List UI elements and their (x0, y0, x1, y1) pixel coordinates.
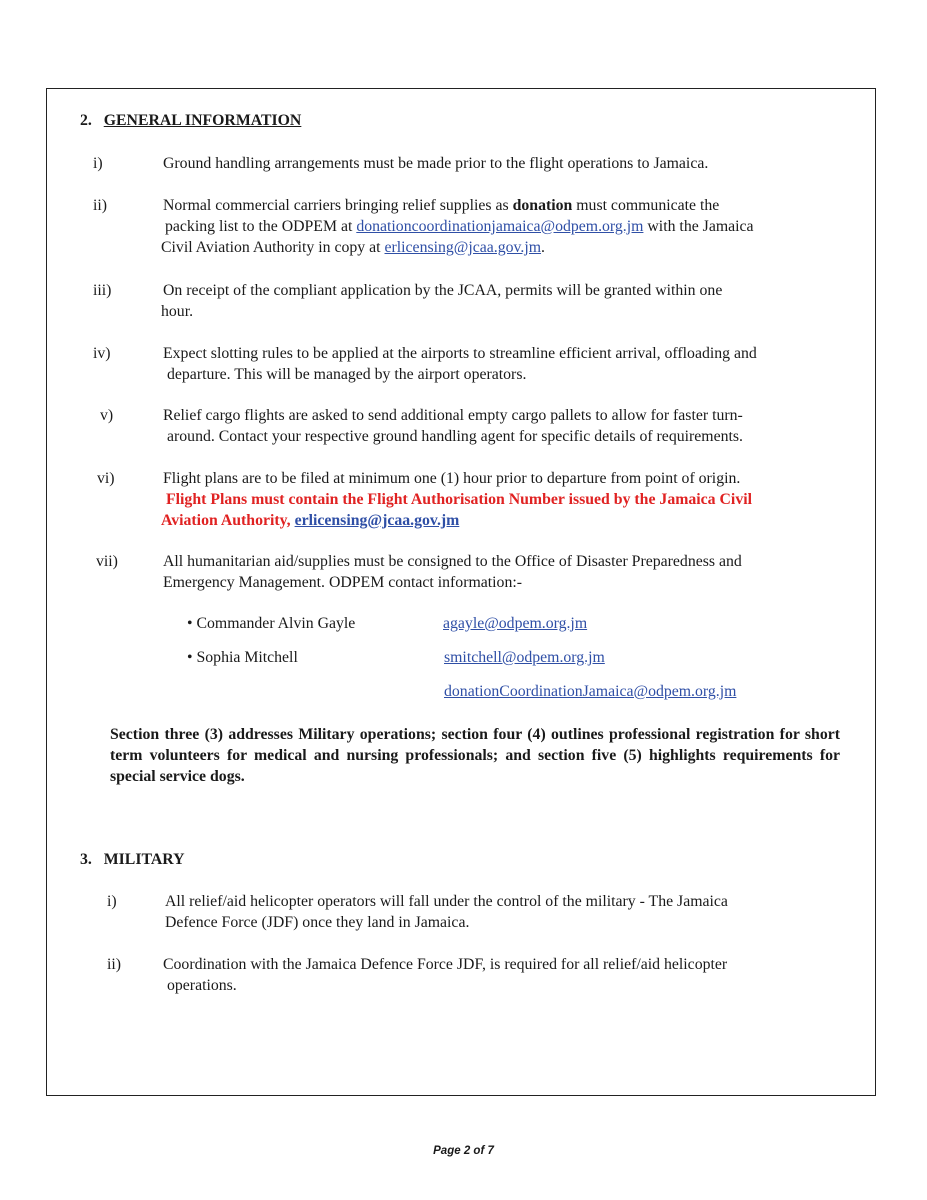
smitchell-email-link[interactable]: smitchell@odpem.org.jm (444, 649, 605, 666)
section-3-number: 3. (80, 851, 92, 868)
item-2-ii-numeral: ii) (93, 197, 108, 214)
bullet-icon: • (187, 615, 193, 632)
item-2-ii-line-1 (163, 195, 719, 216)
flight-plan-warning-line-1: Flight Plans must contain the Flight Authorisation Number issued by the Jamaica Civil (166, 491, 752, 508)
contact-sophia-mitchell (187, 647, 298, 668)
item-3-i-line-2: Defence Force (JDF) once they land in Jamaica. (165, 914, 470, 931)
item-2-ii-text-e: Civil Aviation Authority in copy at (161, 239, 381, 256)
page-number: Page 2 of 7 (433, 1145, 494, 1157)
item-2-v-line-1: Relief cargo flights are asked to send additional empty cargo pallets to allow for faster turn- (163, 407, 743, 424)
item-2-i-text: Ground handling arrangements must be made prior to the flight operations to Jamaica. (163, 155, 709, 172)
flight-plan-warning-line-2 (161, 510, 459, 531)
contact-name: Sophia Mitchell (196, 649, 298, 666)
item-3-ii-line-1: Coordination with the Jamaica Defence Force JDF, is required for all relief/aid helicopter (163, 956, 728, 973)
section-2-heading (80, 110, 301, 131)
item-2-vi-numeral: vi) (97, 470, 115, 487)
item-2-v-numeral: v) (100, 407, 114, 424)
item-3-i-line-1: All relief/aid helicopter operators will fall under the control of the military - The Jamaica (165, 893, 728, 910)
item-2-ii-line-3 (161, 237, 545, 258)
item-2-iv-line-1: Expect slotting rules to be applied at the airports to streamline efficient arrival, offloading and (163, 345, 757, 362)
item-2-i-numeral: i) (93, 155, 103, 172)
item-2-ii-text-a: Normal commercial carriers bringing relief supplies as (163, 197, 509, 214)
agayle-email-link[interactable]: agayle@odpem.org.jm (443, 615, 588, 632)
item-2-iv-line-2: departure. This will be managed by the airport operators. (167, 366, 527, 383)
flight-plan-warning-comma: , (286, 512, 291, 529)
item-2-vii-numeral: vii) (96, 553, 118, 570)
item-3-ii-numeral: ii) (107, 956, 122, 973)
section-2-number: 2. (80, 112, 92, 129)
item-2-iii-line-2: hour. (161, 303, 194, 320)
erlicensing-email-link-bold[interactable]: erlicensing@jcaa.gov.jm (294, 512, 460, 529)
item-2-v-line-2: around. Contact your respective ground handling agent for specific details of requirements. (167, 428, 743, 445)
sections-summary-paragraph: Section three (3) addresses Military operations; section four (4) outlines professional registration for short term volunteers for medical and nursing professionals; and section five (5) highlights requirements for special service dogs. (110, 726, 840, 785)
section-2-title: GENERAL INFORMATION (103, 112, 302, 129)
item-2-vi-line-1: Flight plans are to be filed at minimum one (1) hour prior to departure from point of origin. (163, 470, 741, 487)
section-3-title: MILITARY (103, 851, 185, 868)
contact-alvin-gayle (187, 613, 355, 634)
item-2-ii-line-2 (165, 216, 754, 237)
item-3-i-numeral: i) (107, 893, 117, 910)
erlicensing-email-link[interactable]: erlicensing@jcaa.gov.jm (384, 239, 542, 256)
item-2-iv-numeral: iv) (93, 345, 111, 362)
item-2-ii-text-b: must communicate the (576, 197, 720, 214)
item-2-ii-period: . (541, 239, 545, 256)
item-2-ii-text-d: with the Jamaica (647, 218, 754, 235)
flight-plan-warning-authority: Aviation Authority (161, 512, 287, 529)
section-3-heading (80, 849, 185, 870)
item-2-iii-numeral: iii) (93, 282, 112, 299)
item-3-ii-line-2: operations. (167, 977, 237, 994)
item-2-vii-line-1: All humanitarian aid/supplies must be consigned to the Office of Disaster Preparedness and (163, 553, 742, 570)
donation-coordination-email-link[interactable]: donationCoordinationJamaica@odpem.org.jm (444, 683, 737, 700)
item-2-ii-text-c: packing list to the ODPEM at (165, 218, 353, 235)
bullet-icon: • (187, 649, 193, 666)
donation-email-link[interactable]: donationcoordinationjamaica@odpem.org.jm (356, 218, 644, 235)
contact-name: Commander Alvin Gayle (196, 615, 356, 632)
item-2-iii-line-1: On receipt of the compliant application by the JCAA, permits will be granted within one (163, 282, 723, 299)
donation-emphasis: donation (512, 197, 573, 214)
item-2-vii-line-2: Emergency Management. ODPEM contact information:- (163, 574, 522, 591)
